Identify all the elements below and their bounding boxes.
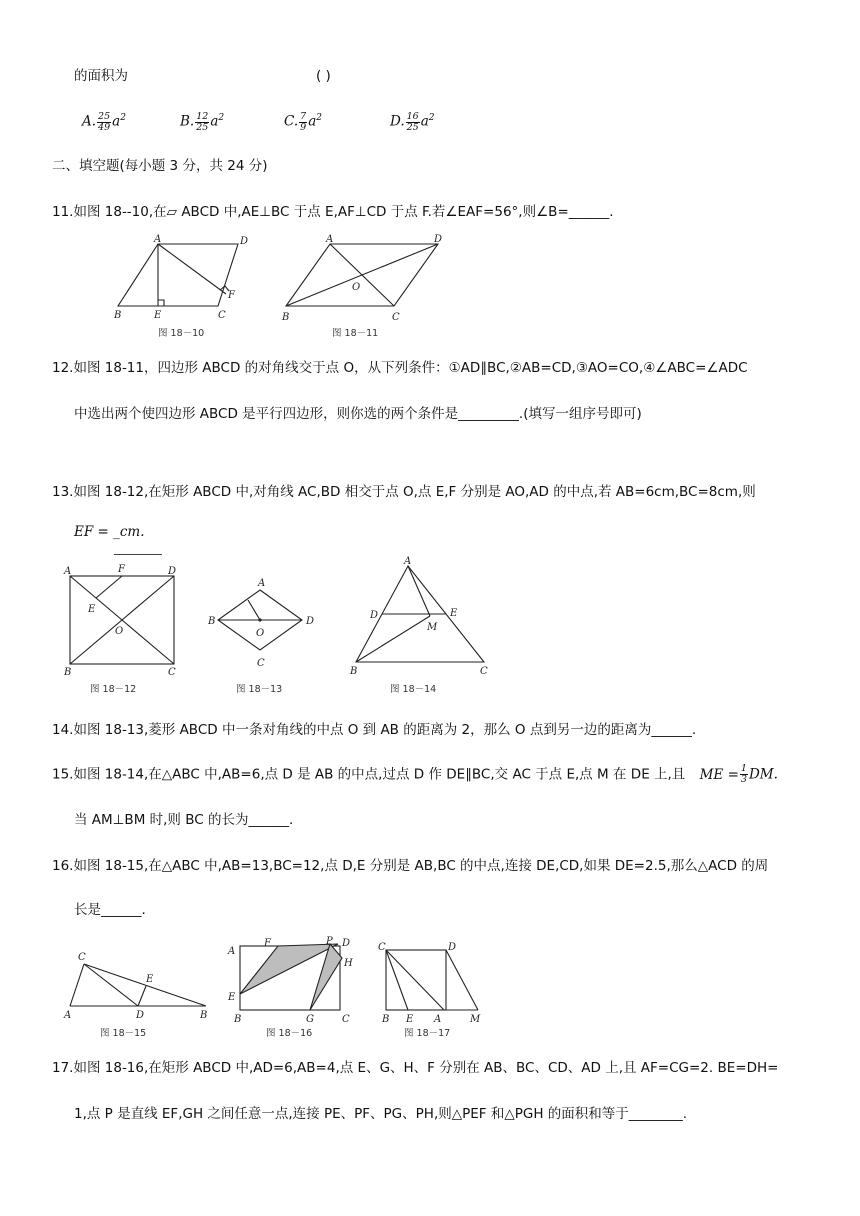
svg-text:A: A — [258, 578, 266, 589]
svg-text:C: C — [392, 312, 400, 323]
svg-text:G: G — [306, 1014, 314, 1025]
svg-text:A: A — [434, 1014, 442, 1025]
svg-text:A: A — [64, 1010, 72, 1021]
question-17-line2: 1,点 P 是直线 EF,GH 之间任意一点,连接 PE、PF、PG、PH,则△PEF 和△PGH 的面积和等于________. — [74, 1106, 688, 1122]
svg-text:E: E — [450, 608, 458, 619]
figure-18-17 — [378, 942, 481, 1039]
svg-text:E: E — [146, 974, 154, 985]
svg-text:D: D — [168, 566, 177, 577]
svg-text:A: A — [228, 946, 236, 957]
svg-text:A: A — [404, 556, 412, 567]
svg-text:M: M — [470, 1014, 481, 1025]
svg-text:F: F — [228, 290, 235, 301]
svg-text:D: D — [136, 1010, 145, 1021]
svg-text:M: M — [427, 622, 438, 633]
svg-text:B: B — [208, 616, 216, 627]
caption-18-10: 图 18－10 — [158, 328, 205, 339]
figure-18-10 — [113, 234, 248, 339]
svg-text:B: B — [234, 1014, 242, 1025]
figures-18-10-18-11 — [108, 234, 508, 344]
svg-text:C: C — [257, 658, 265, 669]
q10-answer-paren: ( ) — [316, 68, 331, 84]
caption-18-15: 图 18－15 — [100, 1028, 147, 1039]
svg-text:E: E — [88, 604, 96, 615]
question-14: 14.如图 18-13,菱形 ABCD 中一条对角线的中点 O 到 AB 的距离为 2，那么 O 点到另一边的距离为______. — [52, 722, 697, 738]
option-b: B. $\frac{12}{25}$ $a^2$ — [180, 110, 225, 133]
caption-18-14: 图 18－14 — [390, 684, 437, 695]
svg-text:B: B — [282, 312, 290, 323]
caption-18-12: 图 18－12 — [90, 684, 137, 695]
svg-text:B: B — [382, 1014, 390, 1025]
svg-text:O: O — [256, 628, 265, 639]
svg-text:D: D — [342, 938, 351, 949]
svg-text:E: E — [154, 310, 162, 321]
svg-text:O: O — [352, 282, 361, 293]
question-12-line1: 12.如图 18-11，四边形 ABCD 的对角线交于点 O，从下列条件：①AD∥BC,②AB=CD,③AO=CO,④∠ABC=∠ADC — [52, 360, 748, 376]
svg-text:F: F — [264, 938, 271, 949]
caption-18-16: 图 18－16 — [266, 1028, 313, 1039]
svg-text:B: B — [200, 1010, 208, 1021]
svg-text:B: B — [64, 667, 72, 678]
svg-text:D: D — [306, 616, 315, 627]
option-a: A. $\frac{25}{49}$ $a^2$ — [82, 110, 126, 133]
figure-18-16 — [227, 936, 353, 1039]
figure-18-15 — [63, 952, 207, 1039]
q10-tail: 的面积为 — [74, 68, 128, 84]
svg-text:C: C — [218, 310, 226, 321]
option-c: C. $\frac{7}{9}$ $a^2$ — [284, 110, 322, 133]
figure-18-14 — [349, 556, 488, 695]
svg-text:B: B — [350, 666, 358, 677]
figures-18-15-to-18-17 — [60, 936, 500, 1044]
svg-text:O: O — [115, 626, 124, 637]
svg-text:D: D — [448, 942, 457, 953]
svg-text:A: A — [64, 566, 72, 577]
question-12-line2: 中选出两个使四边形 ABCD 是平行四边形，则你选的两个条件是_________.(填写一组序号即可) — [74, 406, 642, 422]
svg-text:E: E — [406, 1014, 414, 1025]
svg-text:A: A — [154, 234, 162, 245]
question-15-line2: 当 AM⊥BM 时,则 BC 的长为______. — [74, 812, 294, 828]
svg-text:D: D — [370, 610, 379, 621]
option-d: D. $\frac{16}{25}$ $a^2$ — [390, 110, 435, 133]
svg-text:P: P — [326, 936, 333, 947]
question-11: 11.如图 18--10,在▱ ABCD 中,AE⊥BC 于点 E,AF⊥CD 于点 F.若∠EAF=56°,则∠B=______. — [52, 204, 614, 220]
figure-18-13 — [207, 578, 314, 695]
svg-text:A: A — [326, 234, 334, 245]
question-17-line1: 17.如图 18-16,在矩形 ABCD 中,AD=6,AB=4,点 E、G、H、F 分别在 AB、BC、CD、AD 上,且 AF=CG=2. BE=DH= — [52, 1060, 779, 1076]
svg-text:H: H — [344, 958, 353, 969]
question-16-line1: 16.如图 18-15,在△ABC 中,AB=13,BC=12,点 D,E 分别是 AB,BC 的中点,连接 DE,CD,如果 DE=2.5,那么△ACD 的周 — [52, 858, 769, 874]
caption-18-11: 图 18－11 — [332, 328, 379, 339]
figure-18-11 — [281, 234, 442, 339]
figure-18-12 — [63, 564, 176, 695]
svg-text:C: C — [480, 666, 488, 677]
svg-text:C: C — [78, 952, 86, 963]
question-15-line1: 15.如图 18-14,在△ABC 中,AB=6,点 D 是 AB 的中点,过点 D 作 DE∥BC,交 AC 于点 E,点 M 在 DE 上,且 ME = $\frac{1}{3}$ DM. — [52, 763, 778, 785]
svg-text:B: B — [114, 310, 122, 321]
svg-text:C: C — [168, 667, 176, 678]
question-16-line2: 长是______. — [74, 902, 146, 918]
svg-text:E: E — [228, 992, 236, 1003]
q13-answer-line — [114, 554, 162, 555]
svg-text:D: D — [434, 234, 443, 245]
question-13-line2: EF = _cm. — [74, 524, 145, 540]
svg-text:C: C — [378, 942, 386, 953]
svg-text:D: D — [240, 236, 249, 247]
question-13-line1: 13.如图 18-12,在矩形 ABCD 中,对角线 AC,BD 相交于点 O,点 E,F 分别是 AO,AD 的中点,若 AB=6cm,BC=8cm,则 — [52, 484, 756, 500]
figures-18-12-to-18-14 — [60, 558, 500, 698]
section-title: 二、填空题(每小题 3 分，共 24 分) — [52, 158, 268, 174]
caption-18-13: 图 18－13 — [236, 684, 283, 695]
svg-text:F: F — [118, 564, 125, 575]
svg-text:C: C — [342, 1014, 350, 1025]
caption-18-17: 图 18－17 — [404, 1028, 451, 1039]
